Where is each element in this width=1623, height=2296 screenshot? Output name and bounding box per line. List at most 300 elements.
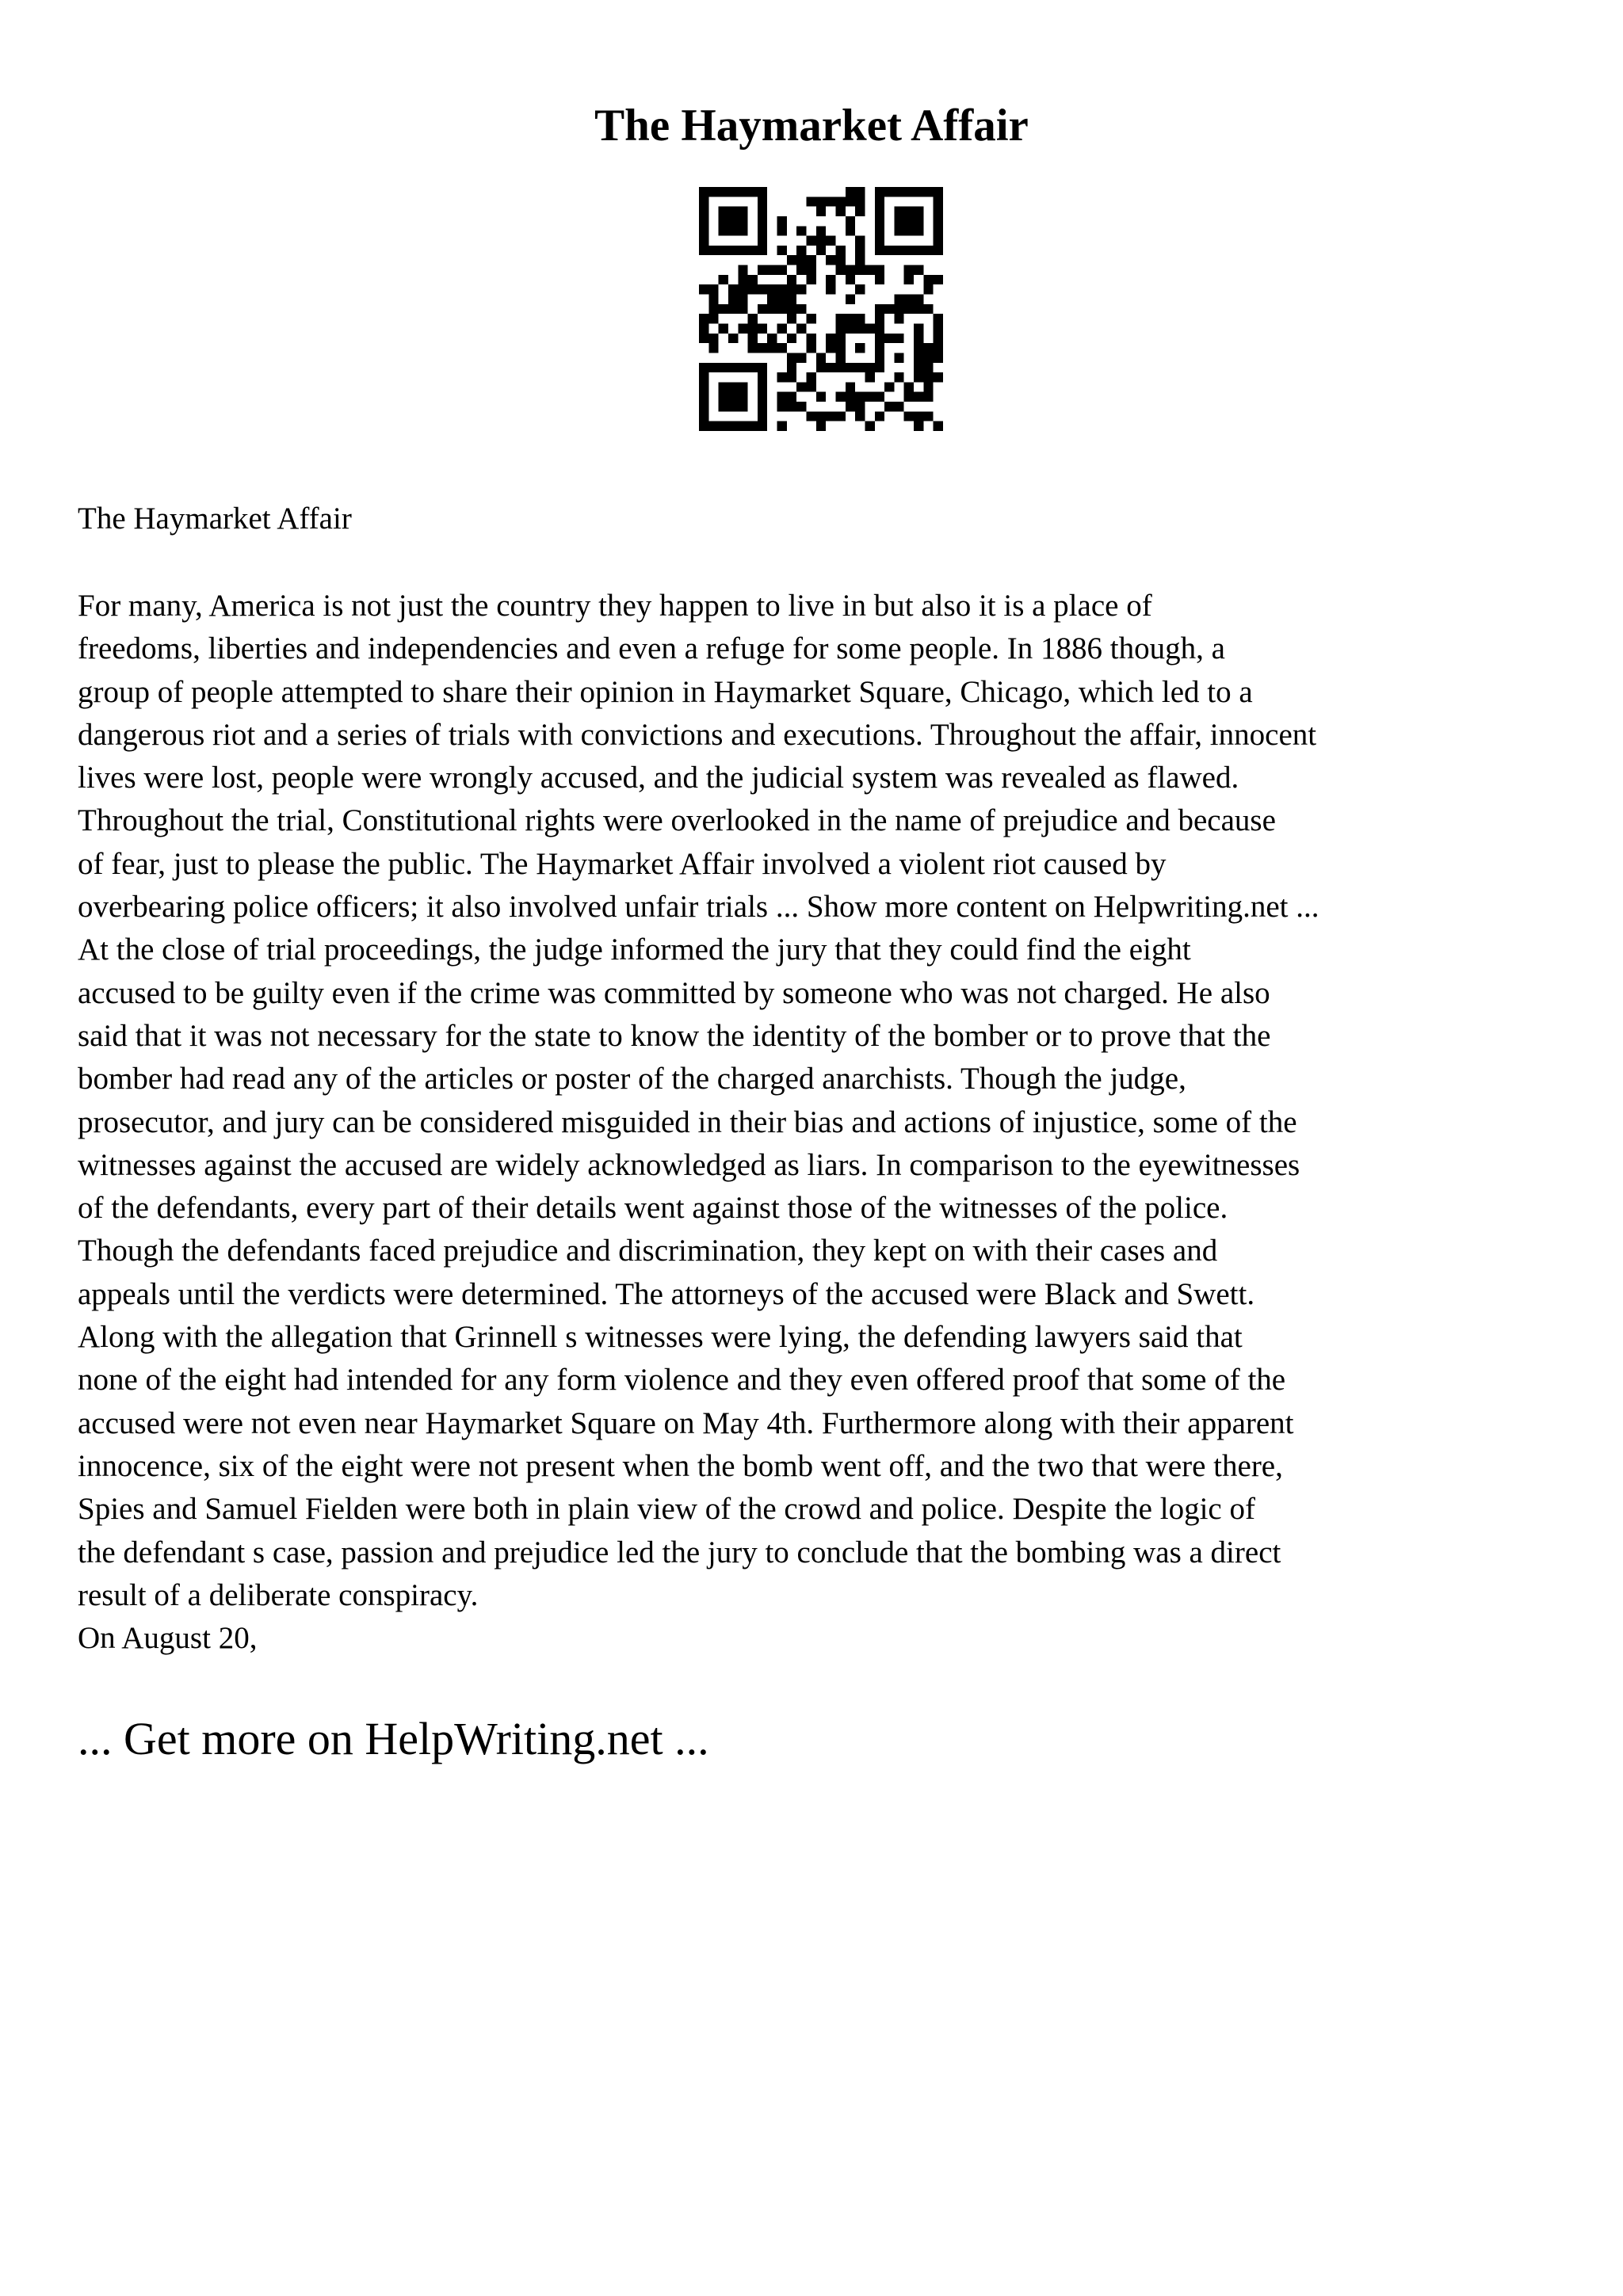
qr-module	[923, 187, 933, 196]
qr-module	[855, 284, 865, 294]
qr-module	[748, 314, 758, 323]
qr-module	[816, 363, 826, 372]
qr-module	[748, 284, 758, 294]
qr-module	[904, 187, 914, 196]
qr-module	[894, 314, 903, 323]
body-line: witnesses against the accused are widely acknowledged as liars. In comparison to the eyewitnesses	[78, 1147, 1300, 1182]
qr-module	[796, 323, 806, 333]
qr-module	[835, 255, 845, 265]
qr-module	[777, 304, 787, 314]
qr-module	[758, 226, 767, 235]
qr-module	[914, 265, 923, 275]
qr-module	[875, 236, 884, 246]
qr-module	[748, 334, 758, 343]
qr-module	[923, 411, 933, 421]
qr-module	[758, 372, 767, 382]
qr-module	[923, 304, 933, 314]
qr-module	[934, 207, 943, 216]
qr-module	[865, 363, 874, 372]
qr-module	[758, 236, 767, 246]
qr-module	[914, 343, 923, 353]
qr-module	[816, 196, 826, 206]
qr-module	[846, 382, 855, 391]
body-line: of the defendants, every part of their details went against those of the witnesses of the police.	[78, 1191, 1228, 1226]
qr-module	[826, 275, 835, 284]
body-line: result of a deliberate conspiracy.	[78, 1577, 479, 1612]
qr-module	[728, 216, 738, 226]
body-line: Along with the allegation that Grinnell s witnesses were lying, the defending lawyers said that	[78, 1320, 1243, 1355]
qr-module	[884, 187, 894, 196]
qr-module	[934, 196, 943, 206]
qr-module	[796, 353, 806, 362]
qr-module	[816, 246, 826, 255]
qr-module	[738, 226, 747, 235]
qr-module	[708, 363, 718, 372]
qr-module	[875, 207, 884, 216]
qr-module	[894, 372, 903, 382]
qr-module	[728, 284, 738, 294]
qr-module	[875, 187, 884, 196]
qr-module	[855, 255, 865, 265]
qr-module	[875, 334, 884, 343]
qr-module	[846, 314, 855, 323]
qr-module	[835, 246, 845, 255]
qr-module	[855, 363, 865, 372]
qr-module	[914, 372, 923, 382]
qr-module	[719, 275, 728, 284]
qr-module	[787, 392, 796, 402]
qr-module	[914, 363, 923, 372]
qr-module	[884, 304, 894, 314]
qr-module	[738, 363, 747, 372]
qr-module	[894, 187, 903, 196]
qr-module	[758, 402, 767, 411]
qr-module	[796, 265, 806, 275]
body-line: group of people attempted to share their opinion in Haymarket Square, Chicago, which led to a	[78, 674, 1253, 709]
qr-module	[699, 323, 708, 333]
qr-module	[807, 236, 816, 246]
qr-module	[748, 363, 758, 372]
qr-module	[914, 392, 923, 402]
qr-module	[923, 246, 933, 255]
qr-module	[728, 363, 738, 372]
qr-module	[875, 323, 884, 333]
qr-module	[846, 196, 855, 206]
qr-module	[699, 246, 708, 255]
qr-module	[758, 304, 767, 314]
qr-module	[699, 196, 708, 206]
qr-module	[855, 246, 865, 255]
qr-module	[728, 295, 738, 304]
qr-module	[914, 304, 923, 314]
qr-module	[748, 343, 758, 353]
qr-module	[758, 196, 767, 206]
qr-module	[807, 255, 816, 265]
qr-module	[923, 353, 933, 362]
body-line: On August 20,	[78, 1621, 258, 1656]
qr-module	[875, 226, 884, 235]
get-more-link[interactable]: ... Get more on HelpWriting.net ...	[78, 1713, 709, 1764]
qr-module	[728, 421, 738, 431]
qr-module	[894, 334, 903, 343]
qr-module	[796, 284, 806, 294]
qr-module	[807, 411, 816, 421]
qr-module	[835, 207, 845, 216]
body-line: For many, America is not just the country they happen to live in but also it is a place of	[78, 589, 1152, 623]
body-line: Spies and Samuel Fielden were both in plain view of the crowd and police. Despite the logic of	[78, 1492, 1255, 1527]
qr-module	[777, 284, 787, 294]
qr-module	[826, 411, 835, 421]
qr-module	[728, 304, 738, 314]
qr-module	[826, 284, 835, 294]
document-subtitle: The Haymarket Affair	[78, 502, 352, 536]
qr-module	[719, 323, 728, 333]
qr-module	[835, 343, 845, 353]
qr-module	[934, 353, 943, 362]
qr-module	[758, 216, 767, 226]
qr-module	[835, 411, 845, 421]
body-line: Though the defendants faced prejudice and discrimination, they kept on with their cases and	[78, 1234, 1218, 1268]
qr-module	[807, 275, 816, 284]
qr-module	[807, 372, 816, 382]
qr-module	[846, 187, 855, 196]
qr-module	[699, 284, 708, 294]
qr-module	[835, 323, 845, 333]
qr-module	[923, 382, 933, 391]
qr-module	[894, 246, 903, 255]
qr-module	[934, 236, 943, 246]
qr-module	[719, 392, 728, 402]
qr-module	[738, 382, 747, 391]
qr-module	[777, 421, 787, 431]
qr-module	[855, 196, 865, 206]
qr-module	[777, 216, 787, 226]
qr-module	[699, 421, 708, 431]
qr-module	[904, 411, 914, 421]
qr-module	[875, 304, 884, 314]
qr-module	[884, 402, 894, 411]
qr-module	[846, 265, 855, 275]
qr-module	[787, 372, 796, 382]
qr-module	[719, 363, 728, 372]
qr-module	[758, 343, 767, 353]
qr-module	[719, 187, 728, 196]
qr-module	[719, 207, 728, 216]
qr-module	[777, 343, 787, 353]
qr-module	[914, 207, 923, 216]
qr-module	[758, 187, 767, 196]
qr-module	[807, 382, 816, 391]
qr-module	[835, 196, 845, 206]
qr-module	[708, 343, 718, 353]
qr-module	[826, 343, 835, 353]
qr-module	[934, 187, 943, 196]
qr-module	[835, 392, 845, 402]
qr-module	[728, 207, 738, 216]
qr-module	[738, 216, 747, 226]
body-line: At the close of trial proceedings, the judge informed the jury that they could find the eight	[78, 933, 1191, 967]
qr-module	[748, 323, 758, 333]
qr-module	[767, 334, 777, 343]
qr-module	[708, 246, 718, 255]
qr-module	[855, 265, 865, 275]
qr-module	[796, 226, 806, 235]
qr-module	[738, 275, 747, 284]
qr-module	[894, 402, 903, 411]
qr-module	[807, 334, 816, 343]
qr-module	[758, 265, 767, 275]
body-line: innocence, six of the eight were not present when the bomb went off, and the two that were there,	[78, 1448, 1283, 1483]
qr-module	[816, 236, 826, 246]
qr-module	[914, 295, 923, 304]
qr-module	[796, 402, 806, 411]
qr-module	[719, 246, 728, 255]
qr-module	[728, 382, 738, 391]
qr-module	[875, 353, 884, 362]
qr-module	[914, 411, 923, 421]
qr-module	[748, 275, 758, 284]
qr-code-image	[699, 187, 943, 431]
qr-module	[855, 236, 865, 246]
qr-module	[787, 304, 796, 314]
document-title: The Haymarket Affair	[594, 101, 1029, 151]
qr-module	[875, 363, 884, 372]
qr-module	[777, 265, 787, 275]
qr-module	[904, 226, 914, 235]
qr-module	[894, 216, 903, 226]
qr-module	[767, 284, 777, 294]
qr-module	[816, 392, 826, 402]
qr-module	[894, 295, 903, 304]
qr-module	[787, 314, 796, 323]
qr-module	[826, 255, 835, 265]
qr-module	[738, 304, 747, 314]
qr-module	[738, 187, 747, 196]
qr-module	[934, 334, 943, 343]
qr-module	[914, 323, 923, 333]
qr-module	[719, 421, 728, 431]
qr-module	[855, 323, 865, 333]
qr-module	[835, 353, 845, 362]
qr-module	[787, 284, 796, 294]
body-line: prosecutor, and jury can be considered misguided in their bias and actions of injustice, some of the	[78, 1104, 1297, 1139]
qr-module	[846, 363, 855, 372]
qr-module	[846, 275, 855, 284]
body-line: accused were not even near Haymarket Square on May 4th. Furthermore along with their apparent	[78, 1405, 1294, 1440]
qr-module	[758, 284, 767, 294]
body-line: Throughout the trial, Constitutional rights were overlooked in the name of prejudice and because	[78, 803, 1276, 838]
qr-module	[875, 275, 884, 284]
body-line: said that it was not necessary for the state to know the identity of the bomber or to prove that the	[78, 1018, 1271, 1053]
qr-module	[699, 314, 708, 323]
qr-module	[875, 343, 884, 353]
qr-module	[875, 392, 884, 402]
qr-module	[875, 216, 884, 226]
qr-module	[777, 392, 787, 402]
qr-module	[934, 323, 943, 333]
qr-module	[826, 236, 835, 246]
body-line: accused to be guilty even if the crime was committed by someone who was not charged. He also	[78, 975, 1270, 1010]
qr-module	[719, 216, 728, 226]
qr-module	[816, 226, 826, 235]
qr-module	[816, 353, 826, 362]
qr-module	[875, 246, 884, 255]
qr-module	[748, 187, 758, 196]
qr-module	[767, 304, 777, 314]
qr-module	[767, 265, 777, 275]
qr-module	[708, 284, 718, 294]
qr-module	[699, 372, 708, 382]
qr-module	[787, 402, 796, 411]
qr-module	[758, 363, 767, 372]
qr-module	[884, 382, 894, 391]
qr-module	[796, 246, 806, 255]
qr-module	[934, 343, 943, 353]
qr-module	[884, 334, 894, 343]
qr-module	[699, 226, 708, 235]
qr-module	[855, 392, 865, 402]
qr-module	[728, 392, 738, 402]
qr-module	[787, 363, 796, 372]
body-line: the defendant s case, passion and prejudice led the jury to conclude that the bombing was a direct	[78, 1535, 1281, 1569]
qr-module	[796, 304, 806, 314]
qr-module	[738, 392, 747, 402]
qr-module	[708, 187, 718, 196]
qr-module	[904, 382, 914, 391]
qr-module	[738, 295, 747, 304]
qr-module	[884, 246, 894, 255]
qr-module	[934, 314, 943, 323]
qr-module	[923, 392, 933, 402]
qr-module	[728, 334, 738, 343]
qr-module	[758, 382, 767, 391]
body-line: lives were lost, people were wrongly accused, and the judicial system was revealed as flawed.	[78, 761, 1239, 795]
qr-module	[758, 323, 767, 333]
qr-module	[777, 295, 787, 304]
body-line: bomber had read any of the articles or poster of the charged anarchists. Though the judge,	[78, 1062, 1186, 1097]
qr-module	[758, 207, 767, 216]
qr-module	[855, 207, 865, 216]
qr-module	[777, 402, 787, 411]
qr-module	[728, 187, 738, 196]
qr-module	[719, 304, 728, 314]
qr-module	[738, 323, 747, 333]
qr-module	[777, 246, 787, 255]
qr-module	[767, 295, 777, 304]
qr-module	[904, 392, 914, 402]
qr-module	[758, 411, 767, 421]
qr-module	[846, 295, 855, 304]
qr-module	[699, 382, 708, 391]
qr-module	[728, 226, 738, 235]
qr-module	[719, 226, 728, 235]
qr-module	[835, 265, 845, 275]
qr-module	[719, 382, 728, 391]
qr-module	[846, 226, 855, 235]
qr-module	[708, 304, 718, 314]
body-line: overbearing police officers; it also involved unfair trials ... Show more content on Helpwriting.net ...	[78, 890, 1319, 925]
qr-module	[875, 411, 884, 421]
qr-module	[934, 246, 943, 255]
qr-module	[894, 207, 903, 216]
qr-module	[699, 216, 708, 226]
qr-module	[787, 255, 796, 265]
qr-module	[728, 402, 738, 411]
body-line: appeals until the verdicts were determined. The attorneys of the accused were Black and Swett.	[78, 1276, 1255, 1311]
qr-module	[914, 421, 923, 431]
qr-module	[738, 265, 747, 275]
qr-module	[904, 207, 914, 216]
qr-module	[846, 402, 855, 411]
qr-module	[826, 363, 835, 372]
qr-module	[855, 411, 865, 421]
qr-module	[807, 314, 816, 323]
qr-module	[846, 323, 855, 333]
qr-module	[865, 392, 874, 402]
qr-module	[934, 226, 943, 235]
qr-module	[923, 343, 933, 353]
qr-module	[826, 196, 835, 206]
qr-module	[923, 363, 933, 372]
qr-module	[787, 295, 796, 304]
qr-module	[816, 421, 826, 431]
qr-module	[738, 246, 747, 255]
qr-module	[719, 402, 728, 411]
qr-module	[904, 275, 914, 284]
qr-module	[699, 411, 708, 421]
qr-module	[708, 295, 718, 304]
qr-module	[855, 343, 865, 353]
qr-module	[738, 284, 747, 294]
qr-module	[934, 372, 943, 382]
qr-module	[923, 372, 933, 382]
qr-module	[904, 216, 914, 226]
qr-module	[807, 196, 816, 206]
qr-module	[826, 334, 835, 343]
qr-module	[934, 421, 943, 431]
qr-module	[758, 246, 767, 255]
qr-module	[904, 265, 914, 275]
qr-module	[758, 392, 767, 402]
qr-module	[865, 265, 874, 275]
qr-module	[787, 353, 796, 362]
qr-module	[875, 265, 884, 275]
qr-module	[758, 421, 767, 431]
qr-module	[904, 295, 914, 304]
qr-module	[738, 207, 747, 216]
body-line: none of the eight had intended for any form violence and they even offered proof that some of the	[78, 1363, 1286, 1398]
qr-module	[777, 372, 787, 382]
qr-module	[846, 216, 855, 226]
qr-module	[748, 246, 758, 255]
qr-module	[855, 402, 865, 411]
qr-module	[748, 421, 758, 431]
qr-module	[816, 411, 826, 421]
qr-module	[796, 255, 806, 265]
qr-module	[934, 275, 943, 284]
qr-module	[816, 207, 826, 216]
qr-module	[904, 304, 914, 314]
qr-module	[835, 314, 845, 323]
qr-module	[914, 353, 923, 362]
qr-module	[835, 363, 845, 372]
document-body	[78, 585, 1575, 1660]
qr-module	[914, 246, 923, 255]
qr-module	[807, 343, 816, 353]
qr-module	[894, 353, 903, 362]
qr-module	[846, 392, 855, 402]
qr-module	[875, 314, 884, 323]
